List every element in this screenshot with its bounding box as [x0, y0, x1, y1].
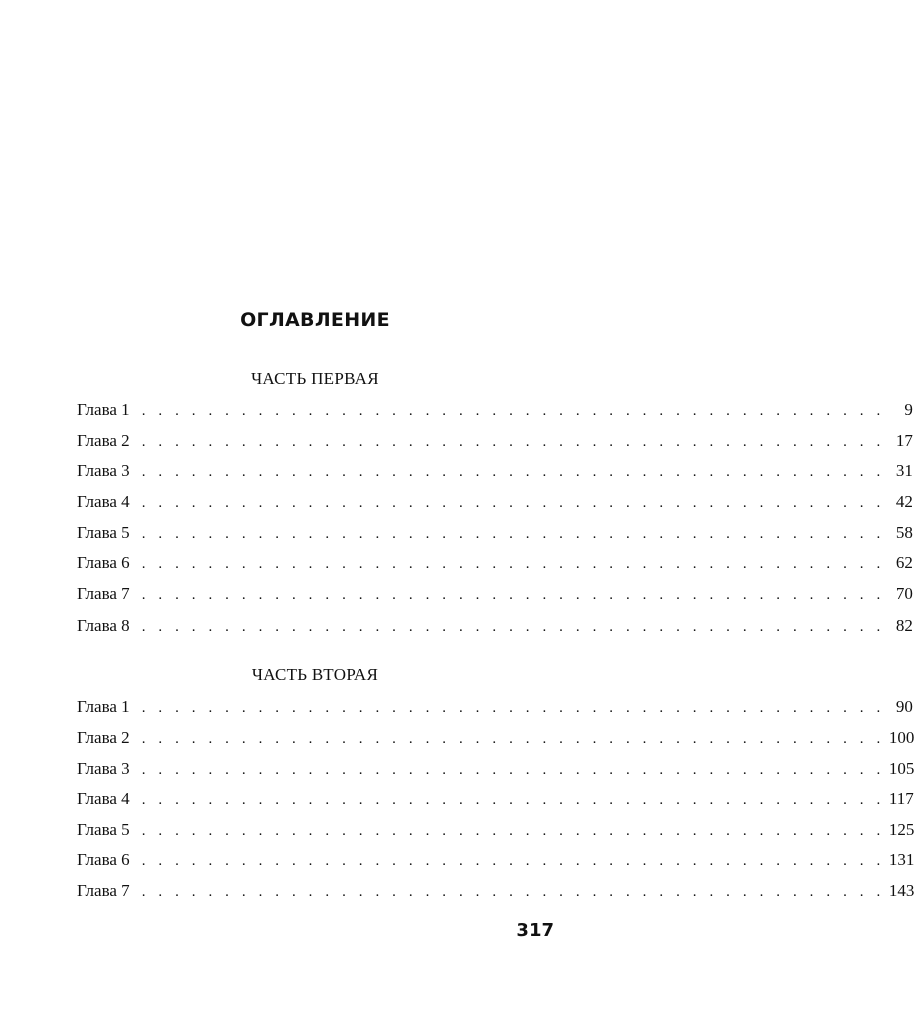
toc-entry — [77, 727, 914, 749]
toc-entry — [77, 460, 913, 482]
toc-page-number: 70 — [895, 584, 913, 603]
toc-page-number: 100 — [888, 728, 914, 747]
dot-leader: . . . . . . . . . . . . . . . . . . . . . . . . . . . . . . . . . . . . . . . . . . . . . — [141, 884, 885, 900]
dot-leader: . . . . . . . . . . . . . . . . . . . . . . . . . . . . . . . . . . . . . . . . . . . . . — [141, 526, 885, 542]
toc-chapter: Глава 5 — [77, 820, 130, 839]
dot-leader: . . . . . . . . . . . . . . . . . . . . . . . . . . . . . . . . . . . . . . . . . . . . . — [141, 762, 885, 778]
toc-page-number: 105 — [888, 759, 914, 778]
toc-chapter: Глава 1 — [77, 697, 130, 716]
dot-leader: . . . . . . . . . . . . . . . . . . . . . . . . . . . . . . . . . . . . . . . . . . . . . — [141, 823, 885, 839]
toc-chapter: Глава 2 — [77, 431, 130, 450]
toc-chapter: Глава 5 — [77, 523, 130, 542]
dot-leader: . . . . . . . . . . . . . . . . . . . . . . . . . . . . . . . . . . . . . . . . . . . . . — [141, 731, 885, 747]
page-number: 317 — [516, 920, 554, 941]
toc-entry — [77, 880, 914, 902]
dot-leader: . . . . . . . . . . . . . . . . . . . . . . . . . . . . . . . . . . . . . . . . . . . . . — [141, 434, 885, 450]
toc-page-number: 62 — [895, 553, 913, 572]
toc-entry — [77, 819, 914, 841]
dot-leader: . . . . . . . . . . . . . . . . . . . . . . . . . . . . . . . . . . . . . . . . . . . . . — [141, 792, 885, 808]
toc-chapter: Глава 1 — [77, 400, 130, 419]
toc-chapter: Глава 3 — [77, 759, 130, 778]
toc-chapter: Глава 8 — [77, 616, 130, 635]
toc-page-number: 31 — [895, 461, 913, 480]
toc-chapter: Глава 6 — [77, 850, 130, 869]
toc-page-number: 9 — [904, 400, 913, 419]
dot-leader: . . . . . . . . . . . . . . . . . . . . . . . . . . . . . . . . . . . . . . . . . . . . . — [141, 700, 885, 716]
dot-leader: . . . . . . . . . . . . . . . . . . . . . . . . . . . . . . . . . . . . . . . . . . . . . — [141, 403, 885, 419]
toc-chapter: Глава 4 — [77, 492, 130, 511]
dot-leader: . . . . . . . . . . . . . . . . . . . . . . . . . . . . . . . . . . . . . . . . . . . . . — [141, 853, 885, 869]
toc-page-number: 131 — [888, 850, 914, 869]
toc-chapter: Глава 2 — [77, 728, 130, 747]
toc-entry — [77, 615, 913, 637]
toc-entry — [77, 399, 913, 421]
toc-entry — [77, 491, 913, 513]
part-heading-1: ЧАСТЬ ПЕРВАЯ — [251, 369, 379, 388]
part-heading-2: ЧАСТЬ ВТОРАЯ — [251, 665, 379, 684]
toc-page-number: 117 — [888, 789, 914, 808]
dot-leader: . . . . . . . . . . . . . . . . . . . . . . . . . . . . . . . . . . . . . . . . . . . . . — [141, 495, 885, 511]
dot-leader: . . . . . . . . . . . . . . . . . . . . . . . . . . . . . . . . . . . . . . . . . . . . . — [141, 464, 885, 480]
toc-entry — [77, 552, 913, 574]
toc-page-number: 58 — [895, 523, 913, 542]
toc-entry — [77, 583, 913, 605]
dot-leader: . . . . . . . . . . . . . . . . . . . . . . . . . . . . . . . . . . . . . . . . . . . . . — [141, 587, 885, 603]
dot-leader: . . . . . . . . . . . . . . . . . . . . . . . . . . . . . . . . . . . . . . . . . . . . . — [141, 619, 885, 635]
toc-title: ОГЛАВЛЕНИЕ — [240, 309, 390, 331]
toc-page-number: 82 — [895, 616, 913, 635]
toc-entry — [77, 696, 913, 718]
toc-entry — [77, 522, 913, 544]
toc-page-number: 90 — [895, 697, 913, 716]
toc-page-number: 17 — [895, 431, 913, 450]
toc-chapter: Глава 7 — [77, 584, 130, 603]
toc-page-number: 125 — [888, 820, 914, 839]
toc-page-number: 143 — [888, 881, 914, 900]
toc-chapter: Глава 4 — [77, 789, 130, 808]
toc-entry — [77, 758, 914, 780]
toc-entry — [77, 788, 914, 810]
toc-chapter: Глава 3 — [77, 461, 130, 480]
toc-page-number: 42 — [895, 492, 913, 511]
toc-chapter: Глава 6 — [77, 553, 130, 572]
toc-entry — [77, 430, 913, 452]
dot-leader: . . . . . . . . . . . . . . . . . . . . . . . . . . . . . . . . . . . . . . . . . . . . . — [141, 556, 885, 572]
toc-entry — [77, 849, 914, 871]
toc-chapter: Глава 7 — [77, 881, 130, 900]
